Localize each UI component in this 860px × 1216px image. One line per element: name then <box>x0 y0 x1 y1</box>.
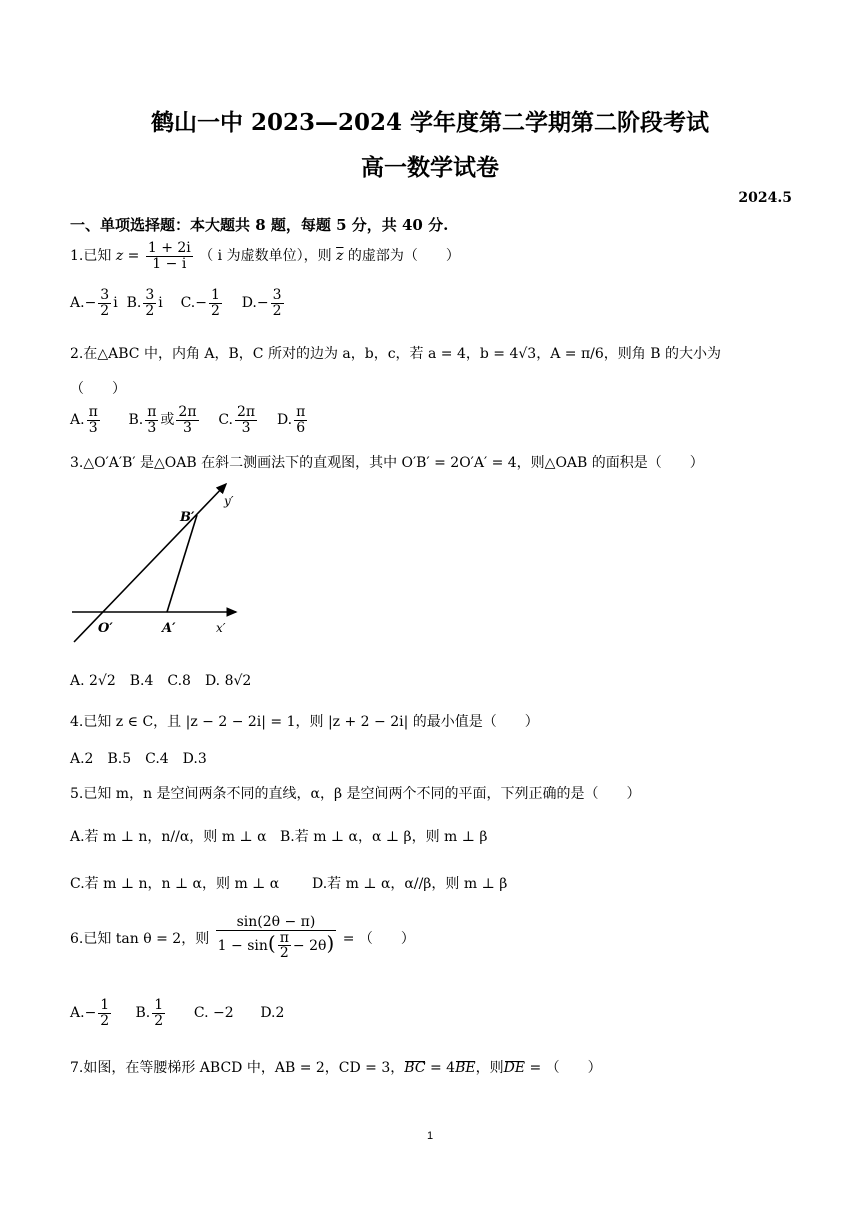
label-x: x′ <box>216 621 226 635</box>
page-number: 1 <box>426 1130 434 1142</box>
q6-fraction: sin(2θ − π) 1 − sin( $\frac{\pi}{2}$ − 2θ) <box>217 914 335 962</box>
question-1-stem: 1.已知 z = $\frac{1 + 2i}{1 - i}$ （ i 为虚数单位），则 $\overline{z}$ 的虚部为（ ） <box>70 240 460 272</box>
question-2-options: A. $\frac{\pi}{3}$ B. $\frac{\pi}{3}$ 或 $\frac{2\pi}{3}$ C. $\frac{2\pi}{3}$ D. $\frac{\pi}{6}$ <box>70 404 306 436</box>
oblique-diagram <box>60 475 260 655</box>
q1-fraction: $\frac{1 + 2i}{1 - i}$ <box>147 240 191 272</box>
question-5-stem: 5.已知 m，n 是空间两条不同的直线，α，β 是空间两个不同的平面，下列正确的是（ ） <box>70 786 641 802</box>
exam-subtitle: 高一数学试卷 <box>361 154 499 181</box>
label-a: A′ <box>162 621 176 636</box>
question-3-options: A. 2√2 B.4 C.8 D. 8√2 <box>70 673 252 689</box>
question-5-option-a: A.若 m ⊥ n，n//α，则 m ⊥ α <box>70 829 267 845</box>
question-4-options: A.2 B.5 C.4 D.3 <box>70 751 207 767</box>
question-5-option-d: D.若 m ⊥ α，α//β，则 m ⊥ β <box>312 876 508 892</box>
label-b: B′ <box>180 510 195 525</box>
question-7-stem: 7.如图，在等腰梯形 ABCD 中，AB = 2，CD = 3，BC = 4BE，则DE = （ ） <box>70 1060 602 1076</box>
question-5-option-c: C.若 m ⊥ n，n ⊥ α，则 m ⊥ α <box>70 876 280 892</box>
question-2-paren: （ ） <box>70 381 126 397</box>
question-3-stem: 3.△O′A′B′ 是△OAB 在斜二测画法下的直观图，其中 O′B′ = 2O′A′ = 4，则△OAB 的面积是（ ） <box>70 455 704 471</box>
y-axis <box>74 484 226 642</box>
question-2-stem: 2.在△ABC 中，内角 A，B，C 所对的边为 a，b，c，若 a = 4，b = 4√3，A = π/6，则角 B 的大小为 <box>70 346 721 362</box>
question-4-stem: 4.已知 z ∈ C，且 |z − 2 − 2i| = 1，则 |z + 2 − 2i| 的最小值是（ ） <box>70 714 539 730</box>
section-heading: 一、单项选择题：本大题共 8 题，每题 5 分，共 40 分. <box>70 216 449 234</box>
question-1-options: A.− $\frac{3}{2}$ i B. $\frac{3}{2}$ i C.− $\frac{1}{2}$ D.− $\frac{3}{2}$ <box>70 287 282 319</box>
exam-date: 2024.5 <box>738 190 792 206</box>
question-6-stem: 6.已知 tan θ = 2，则 sin(2θ − π) 1 − sin( $\frac{\pi}{2}$ − 2θ) = （ ） <box>70 914 415 962</box>
label-o: O′ <box>98 621 113 636</box>
label-y: y′ <box>224 494 234 508</box>
question-5-option-b: B.若 m ⊥ α，α ⊥ β，则 m ⊥ β <box>280 829 488 845</box>
question-6-options: A.− $\frac{1}{2}$ B. $\frac{1}{2}$ C. −2 D.2 <box>70 997 285 1029</box>
exam-title: 鹤山一中 2023—2024 学年度第二学期第二阶段考试 <box>150 109 710 136</box>
